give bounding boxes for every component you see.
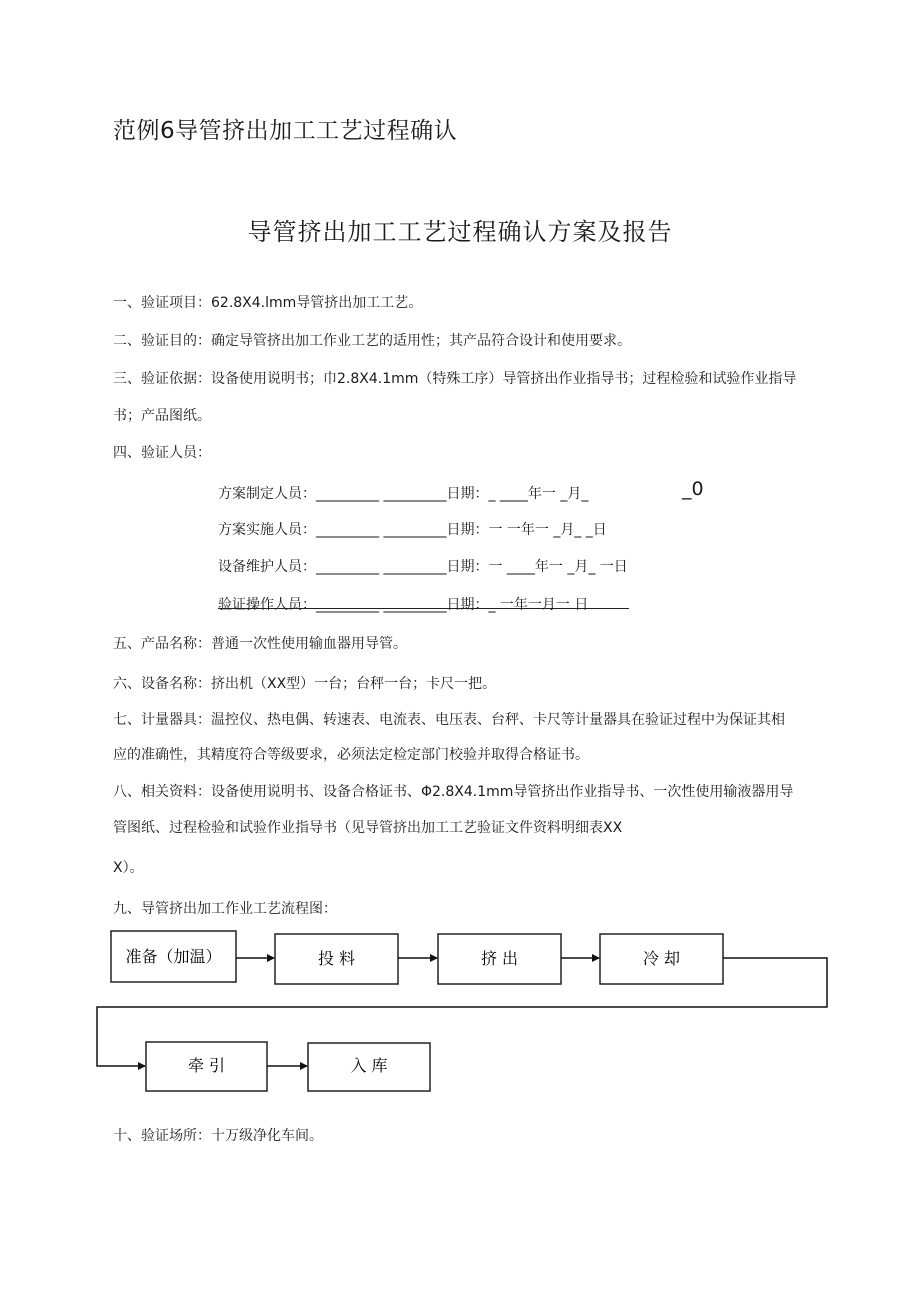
flow-step-warehousing-label: 入 库 — [350, 1056, 388, 1075]
section-8-related-materials: 八、相关资料：设备使用说明书、设备合格证书、Φ2.8X4.1mm导管挤出作业指导书、一次性使用输液器用导 — [113, 784, 794, 800]
section-1-verification-item: 一、验证项目：62.8X4.lmm导管挤出加工工艺。 — [113, 295, 423, 311]
signature-row-plan-maker-day: _0 — [682, 478, 704, 500]
section-5-product-name: 五、产品名称：普通一次性使用输血器用导管。 — [113, 636, 407, 652]
flow-step-feeding — [275, 934, 398, 984]
section-3-continued: 书；产品图纸。 — [113, 408, 211, 424]
flow-step-preparation — [111, 931, 236, 982]
flow-step-preparation-label: 准备（加温） — [125, 947, 222, 966]
flow-step-traction-label: 牵 引 — [187, 1056, 226, 1075]
section-9-process-flowchart: 九、导管挤出加工作业工艺流程图： — [113, 901, 337, 917]
flow-step-extrusion — [438, 934, 561, 984]
section-2-verification-purpose: 二、验证目的：确定导管挤出加工作业工艺的适用性；其产品符合设计和使用要求。 — [113, 333, 631, 349]
flow-step-cooling — [600, 934, 723, 984]
section-4-personnel: 四、验证人员： — [113, 445, 211, 461]
section-8-continued-end: X）。 — [113, 860, 144, 876]
signature-row-equipment-maintenance: 设备维护人员：_________ _________日期：一 ____年一 _月_ 一日 — [218, 559, 628, 575]
section-7-measuring-instruments: 七、计量器具：温控仪、热电偶、转速表、电流表、电压表、台秤、卡尺等计量器具在验证过程中为保证其相 — [113, 712, 785, 728]
document-heading: 范例6导管挤出加工工艺过程确认 — [113, 118, 458, 144]
flow-step-feeding-label: 投 料 — [317, 949, 356, 968]
flow-step-extrusion-label: 挤 出 — [480, 949, 519, 968]
section-8-continued: 管图纸、过程检验和试验作业指导书（见导管挤出加工工艺验证文件资料明细表XX — [113, 820, 623, 836]
signature-row-verification-operator: 验证操作人员：_________ _________日期：_ 一年一月一 日 — [218, 597, 589, 613]
section-10-verification-site: 十、验证场所：十万级净化车间。 — [113, 1128, 323, 1144]
section-6-equipment-name: 六、设备名称：挤出机（XX型）一台；台秤一台；卡尺一把。 — [113, 676, 497, 692]
section-7-continued: 应的准确性，其精度符合等级要求，必须法定检定部门校验并取得合格证书。 — [113, 747, 589, 763]
section-3-verification-basis: 三、验证依据：设备使用说明书；巾2.8X4.1mm（特殊工序）导管挤出作业指导书；过程检验和试验作业指导 — [113, 371, 797, 387]
flow-step-cooling-label: 冷 却 — [642, 949, 681, 968]
document-title: 导管挤出加工工艺过程确认方案及报告 — [247, 218, 673, 246]
flow-step-traction — [146, 1042, 267, 1091]
signature-row-plan-maker: 方案制定人员：_________ _________日期：_ ____年一 _月_ — [218, 486, 589, 502]
signature-row-plan-executor: 方案实施人员：_________ _________日期：一 一年一 _月_ _日 — [218, 522, 607, 538]
flow-step-warehousing — [308, 1043, 430, 1091]
